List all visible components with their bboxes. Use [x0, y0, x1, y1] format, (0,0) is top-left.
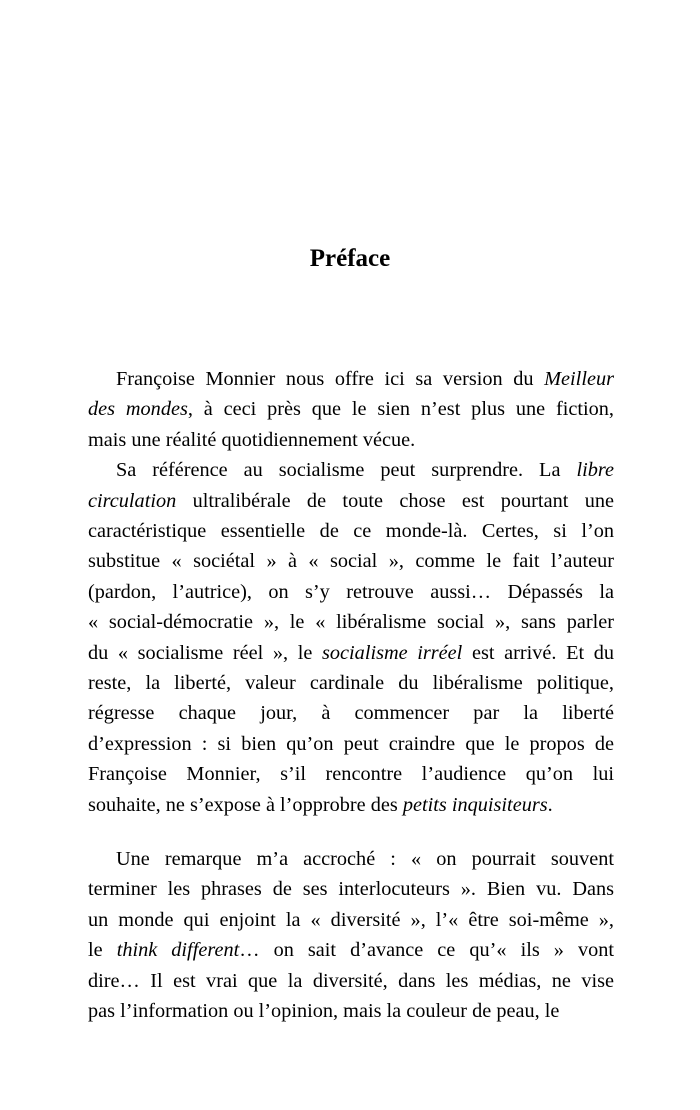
- text-line: Une remarque m’a accroché : « on pourrait souvent: [116, 848, 614, 870]
- text-line: Françoise Monnier, s’il rencontre l’audience qu’on lui: [88, 763, 614, 786]
- italic-text: think different: [116, 939, 240, 962]
- text-line: caractéristique essentielle de ce monde-là. Certes, si l’on: [88, 520, 614, 543]
- italic-text: des mondes: [88, 398, 188, 421]
- text-line: pas l’information ou l’opinion, mais la couleur de peau, le: [88, 1000, 560, 1023]
- text-line: « social-démocratie », le « libéralisme social », sans parler: [88, 611, 614, 634]
- preface-block-1: [88, 364, 614, 820]
- page-title: Préface: [309, 245, 391, 272]
- text-line: d’expression : si bien qu’on peut craindre que le propos de: [88, 732, 614, 755]
- paragraph-2: [88, 455, 614, 820]
- text-line: mais une réalité quotidiennement vécue.: [88, 428, 416, 451]
- text-line: Françoise Monnier nous offre ici sa version du Meilleur: [116, 368, 614, 390]
- paragraph-1: [88, 364, 614, 455]
- text-line: le think different… on sait d’avance ce qu’« ils » vont: [88, 939, 614, 962]
- text-line: des mondes, à ceci près que le sien n’est plus une fiction,: [88, 398, 614, 421]
- text-line: circulation ultralibérale de toute chose est pourtant une: [88, 489, 614, 512]
- text-line: souhaite, ne s’expose à l’opprobre des petits inquisiteurs.: [88, 793, 553, 816]
- text-line: du « socialisme réel », le socialisme irréel est arrivé. Et du: [88, 641, 615, 664]
- text-line: dire… Il est vrai que la diversité, dans les médias, ne vise: [88, 969, 614, 992]
- text-line: reste, la liberté, valeur cardinale du libéralisme politique,: [88, 672, 614, 695]
- italic-text: Meilleur: [544, 368, 614, 390]
- italic-text: socialisme irréel: [322, 641, 463, 664]
- italic-text: petits inquisiteurs: [402, 793, 548, 816]
- text-line: Sa référence au socialisme peut surprendre. La libre: [116, 459, 614, 482]
- italic-text: circulation: [88, 489, 177, 512]
- text-line: substitue « sociétal » à « social », comme le fait l’auteur: [88, 550, 614, 573]
- text-line: (pardon, l’autrice), on s’y retrouve aussi… Dépassés la: [88, 580, 614, 603]
- preface-block-2: [88, 844, 614, 1026]
- italic-text: libre: [576, 459, 614, 482]
- paragraph-3: [88, 844, 614, 1026]
- text-line: un monde qui enjoint la « diversité », l’« être soi-même »,: [88, 908, 614, 931]
- text-line: terminer les phrases de ses interlocuteurs ». Bien vu. Dans: [88, 878, 614, 901]
- text-line: régresse chaque jour, à commencer par la liberté: [88, 702, 614, 725]
